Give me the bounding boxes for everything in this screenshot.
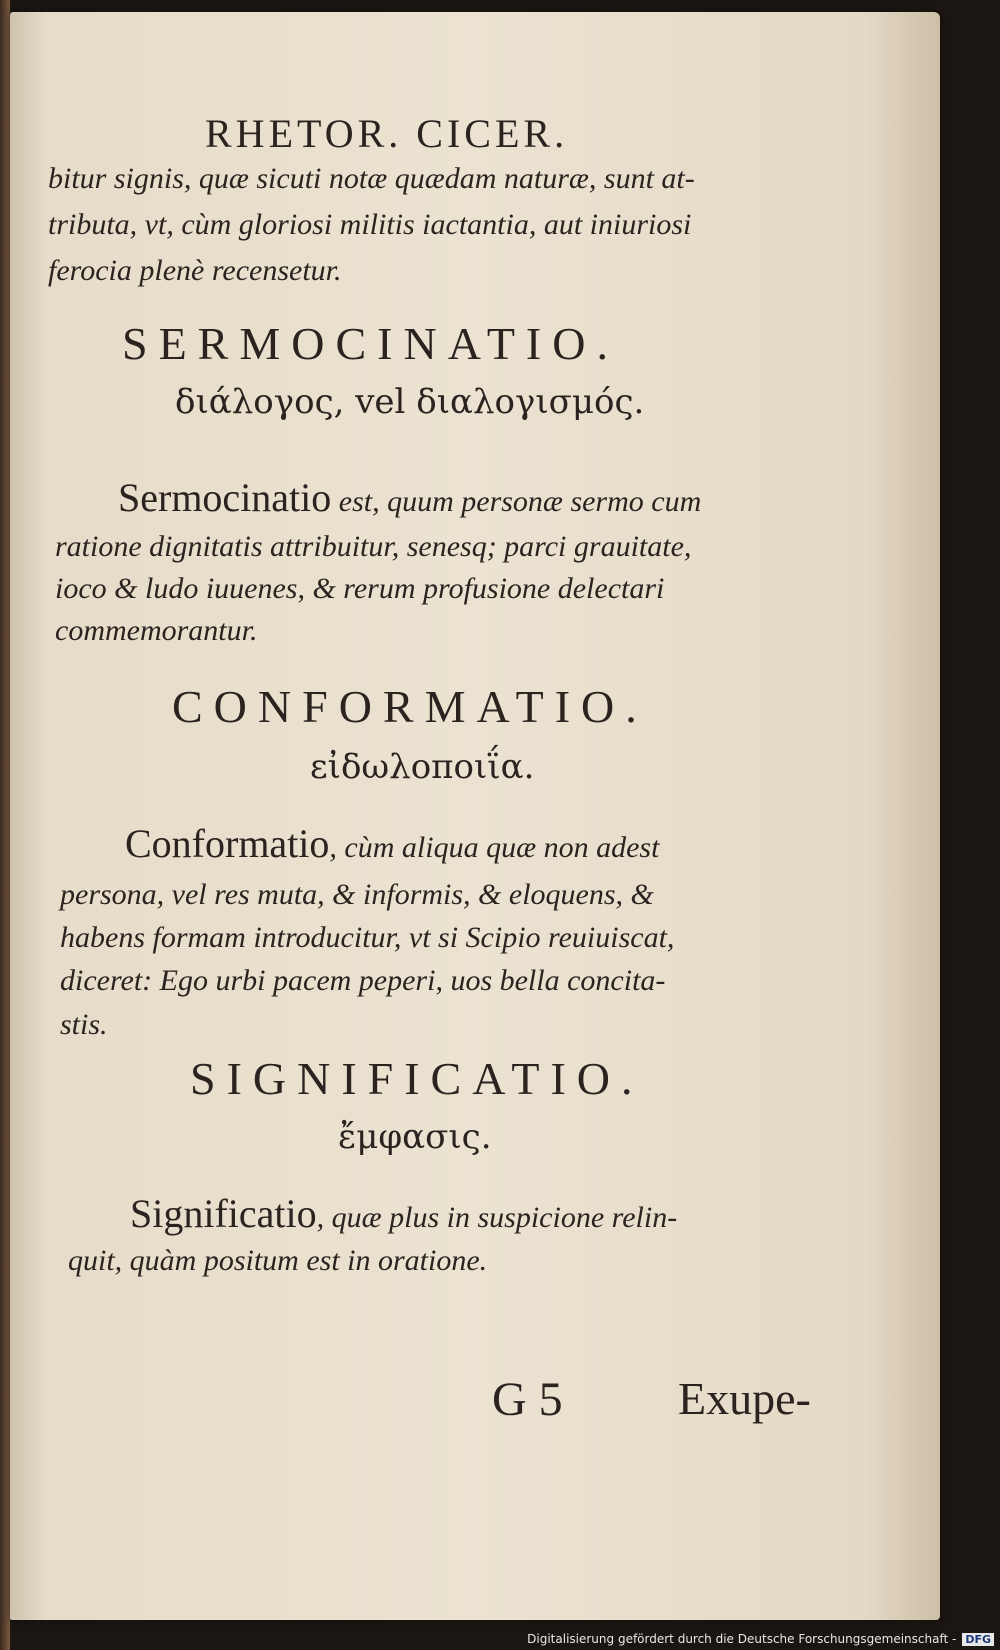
text-line: persona, vel res muta, & informis, & eloquens, & [60, 878, 654, 911]
greek-term: διάλογος, vel διαλογισμός. [175, 382, 645, 422]
digitization-footer [521, 1628, 1000, 1650]
book-page [10, 12, 940, 1620]
text-line: ratione dignitatis attribuitur, senesq; parci grauitate, [55, 530, 692, 563]
section-heading: CONFORMATIO. [172, 681, 648, 732]
signature-mark: G 5 [492, 1373, 563, 1426]
text-line: commemorantur. [55, 614, 258, 647]
text-fragment: , quæ plus in suspicione relin- [316, 1201, 678, 1234]
section-heading: SIGNIFICATIO. [190, 1053, 644, 1104]
catchword: Exupe- [678, 1373, 811, 1424]
greek-term: εἰδωλοποιΐα. [310, 747, 535, 787]
paragraph-first-line [130, 1190, 677, 1237]
greek-term: ἔμφασις. [338, 1117, 492, 1157]
paragraph-first-line [125, 820, 659, 867]
text-line: bitur signis, quæ sicuti notæ quædam naturæ, sunt at- [48, 162, 695, 195]
paragraph-lead-word: Significatio [130, 1191, 317, 1236]
paragraph-first-line [118, 474, 701, 521]
book-spine [0, 0, 10, 1650]
text-fragment: est, quum personæ sermo cum [331, 485, 702, 518]
section-heading: SERMOCINATIO. [122, 318, 619, 369]
text-line: diceret: Ego urbi pacem peperi, uos bella concita- [60, 964, 666, 997]
text-line: ferocia plenè recensetur. [48, 254, 342, 287]
footer-credit: Digitalisierung gefördert durch die Deutsche Forschungsgemeinschaft - [527, 1632, 957, 1646]
text-line: tributa, vt, cùm gloriosi militis iactantia, aut iniuriosi [48, 208, 692, 241]
text-line: habens formam introducitur, vt si Scipio reuiuiscat, [60, 921, 675, 954]
text-line: ioco & ludo iuuenes, & rerum profusione delectari [55, 572, 665, 605]
paragraph-lead-word: Conformatio [125, 821, 330, 866]
text-line: quit, quàm positum est in oratione. [68, 1244, 488, 1277]
dfg-logo: DFG [962, 1633, 994, 1646]
paragraph-lead-word: Sermocinatio [118, 475, 332, 520]
text-line: stis. [60, 1008, 108, 1041]
text-fragment: , cùm aliqua quæ non adest [329, 831, 660, 864]
running-header: RHETOR. CICER. [205, 111, 569, 156]
